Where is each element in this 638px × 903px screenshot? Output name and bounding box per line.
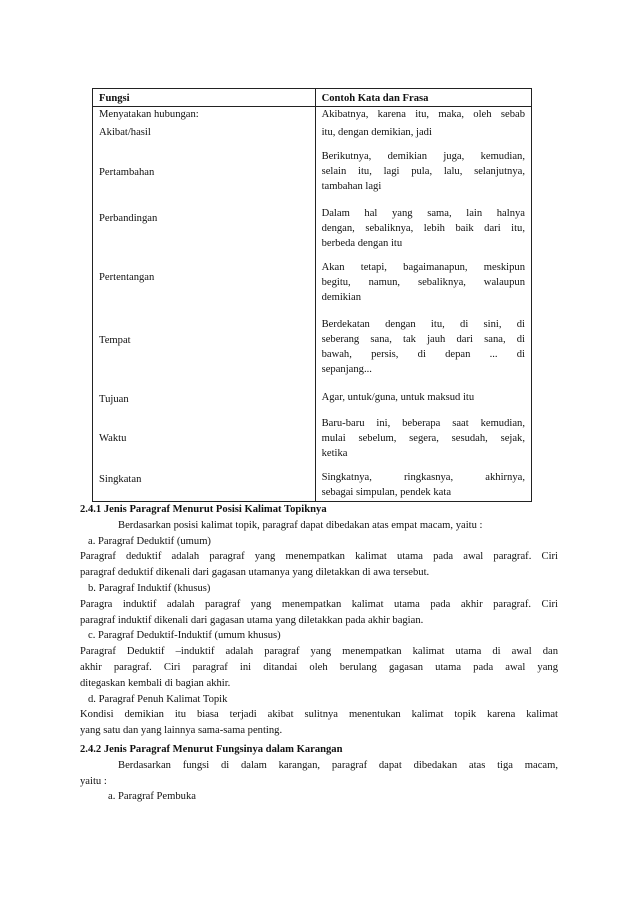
cell-contoh bbox=[315, 251, 531, 309]
cell-line: itu, dengan demikian, jadi bbox=[321, 127, 432, 138]
table-row bbox=[93, 309, 532, 381]
header-fungsi: Fungsi bbox=[93, 89, 316, 107]
cell-line: tambahan lagi bbox=[321, 181, 382, 192]
table-row bbox=[93, 199, 532, 251]
cell-line: mulai sebelum, segera, sesudah, sejak, bbox=[321, 433, 525, 444]
cell-contoh bbox=[315, 107, 531, 144]
cell-contoh bbox=[315, 309, 531, 381]
cell-fungsi bbox=[93, 309, 316, 381]
table-row bbox=[93, 107, 532, 144]
table-header-row bbox=[93, 89, 532, 107]
cell-fungsi bbox=[93, 465, 316, 502]
table-row bbox=[93, 465, 532, 502]
paragraph-line: Kondisi demikian itu biasa terjadi akibat sulitnya menentukan kalimat topik karena kalimat bbox=[80, 709, 558, 721]
cell-fungsi bbox=[93, 381, 316, 405]
cell-line: demikian bbox=[321, 292, 361, 303]
paragraph-line: Paragraf Deduktif –induktif adalah paragraf yang menempatkan kalimat utama di awal dan bbox=[80, 646, 558, 658]
cell-line: Waktu bbox=[99, 433, 127, 444]
section-heading: 2.4.1 Jenis Paragraf Menurut Posisi Kalimat Topiknya bbox=[80, 504, 327, 515]
cell-fungsi bbox=[93, 199, 316, 251]
cell-line: Berdekatan dengan itu, di sini, di bbox=[321, 319, 525, 330]
paragraph-line: akhir paragraf. Ciri paragraf ini ditandai oleh berulang gagasan utama pada awal yang bbox=[80, 661, 558, 673]
section-2-4-2 bbox=[80, 742, 558, 805]
paragraph-line: Berdasarkan fungsi di dalam karangan, paragraf dapat dibedakan atas tiga macam, bbox=[118, 759, 558, 771]
cell-line: Akibatnya, karena itu, maka, oleh sebab bbox=[321, 109, 525, 120]
header-contoh: Contoh Kata dan Frasa bbox=[315, 89, 531, 107]
paragraph-line: Berdasarkan posisi kalimat topik, paragraf dapat dibedakan atas empat macam, yaitu : bbox=[118, 519, 483, 531]
cell-contoh bbox=[315, 199, 531, 251]
cell-line: Pertambahan bbox=[99, 167, 155, 178]
cell-contoh bbox=[315, 465, 531, 502]
paragraph-line: Paragraf deduktif adalah paragraf yang menempatkan kalimat utama pada awal paragraf. Ciri bbox=[80, 551, 558, 563]
cell-line: Singkatnya, ringkasnya, akhirnya, bbox=[321, 472, 525, 483]
cell-line: Tujuan bbox=[99, 394, 129, 405]
cell-line: Berikutnya, demikian juga, kemudian, bbox=[321, 151, 525, 162]
table-row bbox=[93, 405, 532, 465]
cell-line: ketika bbox=[321, 448, 348, 459]
cell-line: sebagai simpulan, pendek kata bbox=[321, 487, 452, 498]
section-2-4-1 bbox=[80, 502, 558, 739]
subsection-title: a. Paragraf Pembuka bbox=[108, 791, 196, 803]
cell-line: Akibat/hasil bbox=[99, 127, 151, 138]
cell-fungsi bbox=[93, 143, 316, 199]
paragraph-line: paragraf deduktif dikenali dari gagasan utamanya yang diletakkan di awa tersebut. bbox=[80, 567, 430, 579]
cell-line: Baru-baru ini, beberapa saat kemudian, bbox=[321, 418, 525, 429]
cell-line: selain itu, lagi pula, lalu, selanjutnya, bbox=[321, 166, 525, 177]
conjunction-table bbox=[92, 88, 532, 502]
paragraph-line: Paragra induktif adalah paragraf yang menempatkan kalimat utama pada akhir paragraf. Ciri bbox=[80, 598, 558, 610]
section-heading: 2.4.2 Jenis Paragraf Menurut Fungsinya dalam Karangan bbox=[80, 744, 343, 755]
cell-fungsi bbox=[93, 107, 316, 144]
subsection-title: c. Paragraf Deduktif-Induktif (umum khusus) bbox=[88, 630, 281, 642]
paragraph-line: paragraf induktif dikenali dari gagasan utama yang diletakkan pada akhir bagian. bbox=[80, 614, 424, 626]
cell-line: dengan, sebaliknya, lebih baik dari itu, bbox=[321, 223, 525, 234]
cell-line: Perbandingan bbox=[99, 213, 158, 224]
table-row bbox=[93, 251, 532, 309]
cell-line: Agar, untuk/guna, untuk maksud itu bbox=[321, 392, 475, 403]
table-row bbox=[93, 143, 532, 199]
cell-line: Akan tetapi, bagaimanapun, meskipun bbox=[321, 262, 525, 273]
table-row bbox=[93, 381, 532, 405]
cell-contoh bbox=[315, 405, 531, 465]
cell-contoh bbox=[315, 381, 531, 405]
paragraph-line: yang satu dan yang lainnya sama-sama penting. bbox=[80, 725, 283, 737]
cell-contoh bbox=[315, 143, 531, 199]
cell-line: Pertentangan bbox=[99, 272, 155, 283]
cell-fungsi bbox=[93, 405, 316, 465]
cell-fungsi bbox=[93, 251, 316, 309]
subsection-title: b. Paragraf Induktif (khusus) bbox=[88, 582, 211, 594]
subsection-title: d. Paragraf Penuh Kalimat Topik bbox=[88, 693, 228, 705]
cell-line: Dalam hal yang sama, lain halnya bbox=[321, 208, 525, 219]
cell-line: Singkatan bbox=[99, 474, 142, 485]
paragraph-line: yaitu : bbox=[80, 775, 107, 787]
paragraph-line: ditegaskan kembali di bagian akhir. bbox=[80, 677, 231, 689]
cell-line: berbeda dengan itu bbox=[321, 238, 403, 249]
subsection-title: a. Paragraf Deduktif (umum) bbox=[88, 535, 211, 547]
cell-line: Tempat bbox=[99, 335, 131, 346]
cell-line: begitu, namun, sebaliknya, walaupun bbox=[321, 277, 525, 288]
cell-line: Menyatakan hubungan: bbox=[99, 109, 199, 120]
cell-line: bawah, persis, di depan ... di bbox=[321, 349, 525, 360]
cell-line: sepanjang... bbox=[321, 364, 372, 375]
cell-line: seberang sana, tak jauh dari sana, di bbox=[321, 334, 525, 345]
